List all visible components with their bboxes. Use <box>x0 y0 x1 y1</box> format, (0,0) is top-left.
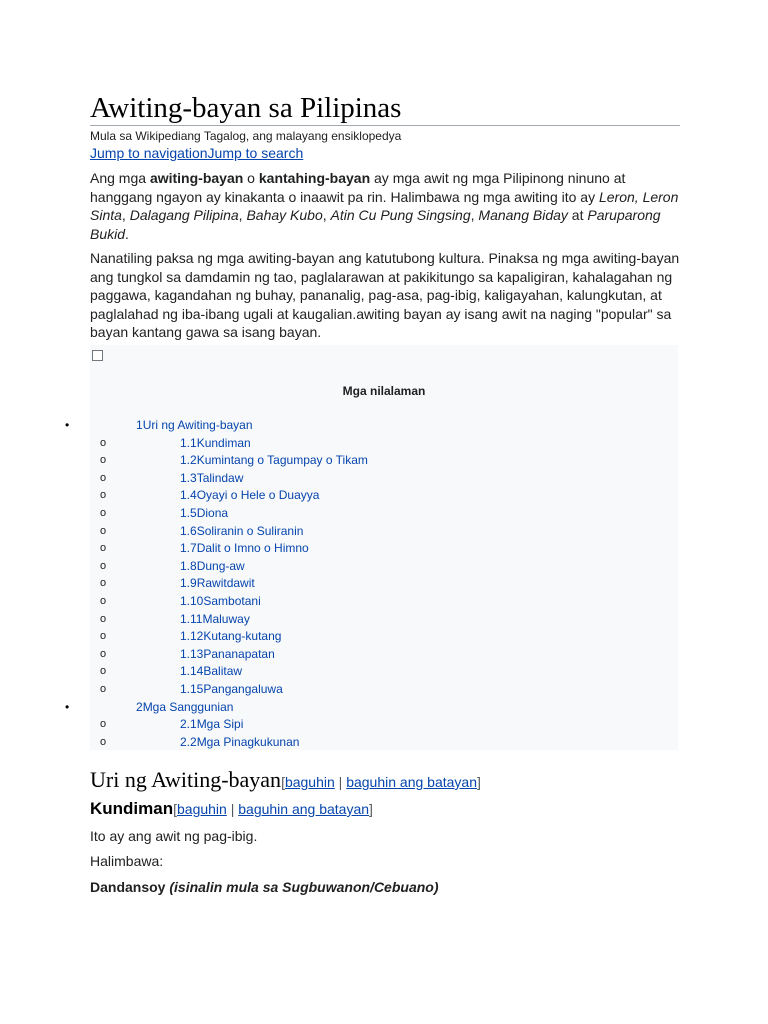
song-example: Atin Cu Pung Singsing <box>330 207 471 223</box>
subsection-title: Kundiman <box>90 799 174 818</box>
toc-link[interactable] <box>180 593 261 610</box>
sub-bullet-marker: o <box>100 436 107 449</box>
sub-bullet-marker: o <box>100 647 107 660</box>
toc-link[interactable] <box>180 611 250 628</box>
toc-heading: Mga nilalaman <box>342 384 426 398</box>
edit-link[interactable]: baguhin <box>284 774 335 790</box>
kundiman-description: Ito ay ang awit ng pag-ibig. <box>90 828 258 844</box>
sub-bullet-marker: o <box>100 454 107 467</box>
toc-label: Pangangaluwa <box>203 682 283 696</box>
toc-number: 1.1 <box>180 435 197 450</box>
subsection-edit-links <box>173 801 373 817</box>
toc-number: 1.4 <box>180 488 197 503</box>
toc-number: 1 <box>136 418 143 432</box>
toc-link[interactable] <box>136 417 253 434</box>
toc-number: 1.5 <box>180 506 197 520</box>
toc-link[interactable] <box>180 734 299 751</box>
toc-label: Soliranin o Suliranin <box>196 523 304 538</box>
section-edit-links <box>281 774 481 790</box>
edit-bracket: ] <box>477 774 481 790</box>
sub-bullet-marker: o <box>100 630 107 643</box>
edit-source-link[interactable]: baguhin ang batayan <box>238 801 370 817</box>
toc-number: 1.10 <box>180 594 204 608</box>
song-example: Leron, Leron Sinta <box>90 188 679 223</box>
toc-label: Rawitdawit <box>196 576 255 591</box>
sub-bullet-marker: o <box>100 507 107 519</box>
sub-bullet-marker: o <box>100 524 107 537</box>
toc-item[interactable] <box>0 575 768 592</box>
toc-item[interactable] <box>0 523 768 540</box>
toc-label: Sambotani <box>203 594 261 608</box>
sub-bullet-marker: o <box>100 489 107 502</box>
toc-label: Oyayi o Hele o Duayya <box>196 488 320 503</box>
sub-bullet-marker: o <box>100 665 107 678</box>
toc-item[interactable] <box>0 716 768 733</box>
intro-separator: , <box>470 207 479 223</box>
toc-link[interactable] <box>180 540 309 557</box>
intro-separator: , <box>322 207 331 223</box>
toc-label: Kumintang o Tagumpay o Tikam <box>196 453 368 468</box>
toc-number: 1.8 <box>180 558 197 573</box>
song-title-line <box>90 878 680 897</box>
song-example: Bahay Kubo <box>246 207 323 223</box>
toc-number: 1.12 <box>180 629 204 644</box>
toc-item[interactable] <box>0 646 768 663</box>
toc-item[interactable] <box>0 435 768 452</box>
edit-source-link[interactable]: baguhin ang batayan <box>346 774 477 790</box>
jump-links <box>90 145 303 161</box>
jump-to-search-link[interactable]: Jump to search <box>207 145 304 161</box>
edit-separator: | <box>226 801 239 817</box>
song-title: Dandansoy <box>90 879 166 895</box>
toc-label: Uri ng Awiting-bayan <box>142 418 253 432</box>
toc-link[interactable] <box>180 716 243 733</box>
toc-link[interactable] <box>180 452 368 469</box>
toc-label: Mga Sanggunian <box>142 699 234 714</box>
toc-number: 1.14 <box>180 664 204 679</box>
toc-number: 1.15 <box>180 682 204 696</box>
song-example: Dalagang Pilipina <box>129 207 239 223</box>
intro-text: ay mga awit ng mga Pilipinong ninuno at hanggang ngayon ay kinakanta o inaawit pa rin. Halimbawa ng mga awiting ito ay <box>90 170 626 205</box>
bullet-marker: • <box>65 418 70 432</box>
toc-link[interactable] <box>180 681 283 698</box>
toc-number: 1.7 <box>180 541 197 556</box>
toc-item[interactable] <box>0 417 768 434</box>
article-title: Awiting-bayan sa Pilipinas <box>90 92 402 124</box>
toc-item[interactable] <box>0 487 768 504</box>
sub-bullet-marker: o <box>100 735 107 748</box>
sub-bullet-marker: o <box>100 718 107 731</box>
toc-link[interactable] <box>180 646 275 663</box>
song-note: (isinalin mula sa Sugbuwanon/Cebuano) <box>169 879 439 895</box>
toc-label: Mga Pinagkukunan <box>196 734 300 749</box>
toc-number: 1.9 <box>180 576 197 591</box>
toc-item[interactable] <box>0 628 768 645</box>
sub-bullet-marker: o <box>100 683 107 695</box>
edit-bracket: [ <box>281 774 285 790</box>
toc-label: Maluway <box>202 611 250 626</box>
section-title: Uri ng Awiting-bayan <box>90 767 282 792</box>
toc-label: Dalit o Imno o Himno <box>196 541 309 556</box>
intro-separator: . <box>125 225 129 242</box>
sub-bullet-marker: o <box>100 542 107 555</box>
toc-link[interactable] <box>180 663 242 680</box>
title-divider <box>90 125 680 126</box>
toc-label: Balitaw <box>203 664 243 679</box>
sub-bullet-marker: o <box>100 612 107 625</box>
intro-paragraph <box>90 169 680 243</box>
toc-item[interactable] <box>0 470 768 487</box>
toc-item[interactable] <box>0 558 768 575</box>
sub-bullet-marker: o <box>100 559 107 572</box>
toc-item[interactable] <box>0 663 768 680</box>
bullet-marker: • <box>65 699 70 714</box>
toc-toggle-checkbox[interactable] <box>92 350 103 361</box>
section-heading-uri <box>90 765 481 797</box>
toc-item[interactable] <box>0 699 768 716</box>
toc-label: Talindaw <box>196 470 244 485</box>
intro-text: o <box>243 170 259 186</box>
toc-number: 2 <box>136 699 143 714</box>
toc-number: 1.13 <box>180 646 204 661</box>
intro-separator: , <box>238 207 247 223</box>
edit-separator: | <box>334 774 347 790</box>
sub-bullet-marker: o <box>100 577 107 590</box>
toc-label: Kutang-kutang <box>203 629 282 644</box>
toc-item[interactable] <box>0 452 768 469</box>
term-awiting-bayan: awiting-bayan <box>149 170 244 186</box>
toc-item[interactable] <box>0 505 768 522</box>
toc-number: 1.6 <box>180 523 197 538</box>
edit-bracket: ] <box>369 801 373 817</box>
toc-link[interactable] <box>180 523 303 540</box>
toc-link[interactable] <box>136 699 233 716</box>
jump-to-navigation-link[interactable]: Jump to navigation <box>90 145 208 161</box>
intro-separator: , <box>121 207 130 223</box>
toc-link[interactable] <box>180 628 281 645</box>
toc-item[interactable] <box>0 540 768 557</box>
toc-label: Dung-aw <box>196 558 245 573</box>
term-kantahing-bayan: kantahing-bayan <box>258 170 371 186</box>
example-label: Halimbawa: <box>90 853 164 869</box>
toc-link[interactable] <box>180 435 251 452</box>
toc-label: Pananapatan <box>203 646 275 661</box>
toc-number: 2.2 <box>180 734 197 749</box>
sub-bullet-marker: o <box>100 595 107 607</box>
toc-label: Kundiman <box>196 435 251 450</box>
toc-link[interactable] <box>180 470 243 487</box>
toc-link[interactable] <box>180 558 245 575</box>
intro-text: Ang mga <box>90 170 150 186</box>
edit-bracket: [ <box>173 801 177 817</box>
toc-number: 2.1 <box>180 717 197 732</box>
toc-item[interactable] <box>0 593 768 610</box>
toc-link[interactable] <box>180 575 255 592</box>
site-tagline: Mula sa Wikipediang Tagalog, ang malayang ensiklopedya <box>90 129 402 143</box>
edit-link[interactable]: baguhin <box>177 801 227 817</box>
toc-link[interactable] <box>180 487 319 504</box>
toc-number: 1.2 <box>180 453 197 468</box>
toc-number: 1.3 <box>180 470 197 485</box>
subsection-heading-kundiman <box>90 797 373 821</box>
toc-label: Diona <box>196 506 229 520</box>
toc-item[interactable] <box>0 681 768 698</box>
paragraph-2: Nanatiling paksa ng mga awiting-bayan ang katutubong kultura. Pinaksa ng mga awiting-bayan ang tungkol sa damdamin ng tao, paglalarawan at pakikitungo sa kapaligiran, kahalagahan ng paggawa, kagandahan ng buhay, pananalig, pag-asa, pag-ibig, kaligayahan, kalungkutan, at paglalahad ng iba-ibang ugali at kaugalian.awiting bayan ay isang awit na naging "popular" sa bayan kantang gawa sa isang bayan. <box>90 250 680 340</box>
toc-link[interactable] <box>180 505 228 522</box>
song-example: Paruparong Bukid <box>90 207 661 242</box>
song-example: Manang Biday <box>478 207 568 223</box>
intro-separator: at <box>567 207 588 223</box>
toc-item[interactable] <box>0 611 768 628</box>
toc-label: Mga Sipi <box>196 717 244 732</box>
sub-bullet-marker: o <box>100 471 107 484</box>
toc-number: 1.11 <box>180 611 203 626</box>
toc-item[interactable] <box>0 734 768 751</box>
